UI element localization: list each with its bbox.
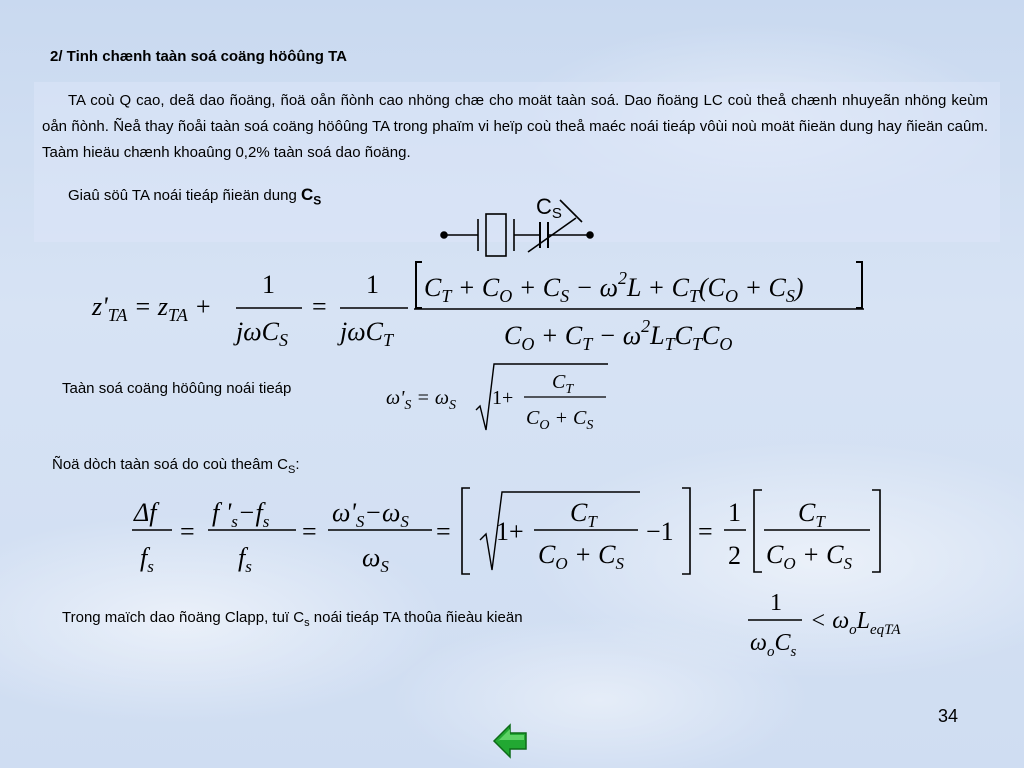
svg-text:=: = xyxy=(302,517,317,546)
page-number: 34 xyxy=(938,706,959,726)
svg-text:=: = xyxy=(312,292,327,321)
svg-text:1: 1 xyxy=(366,270,379,299)
intro-paragraph: TA coù Q cao, deã dao ñoäng, ñoä oån ñònh cao nhöng chæ cho moät taàn soá. Dao ñoäng LC coù theå chænh nhuyeãn nhöng keùm oån ñònh. Ñeå thay ñoåi taàn soá coäng höôûng TA trong phaïm vi heïp coù theå maéc noái tieáp vôùi noù moät ñieän dung hay ñieän caûm. Taàm hieäu chænh khoaûng 0,2% taàn soá dao ñoäng. xyxy=(42,92,988,161)
svg-text:1+: 1+ xyxy=(496,517,524,546)
equation-series-frequency xyxy=(386,364,608,433)
svg-text:CO + CS: $C_O + C_S$ xyxy=(766,540,853,573)
svg-text:ω'S = ωS: $\omega'_S = \omega_S$ xyxy=(386,387,457,413)
svg-text:CT: $C_T$ xyxy=(552,371,574,397)
svg-text:ω'S−ωS: $\omega'_S-\omega_S$ xyxy=(332,498,409,531)
svg-text:CT: $C_T$ xyxy=(570,498,597,531)
svg-text:=: = xyxy=(436,517,451,546)
back-button[interactable] xyxy=(492,722,528,758)
svg-text:1: 1 xyxy=(262,270,275,299)
svg-text:ωoCs: $\omega_oC_s$ xyxy=(750,630,797,660)
svg-text:CO + CS: $C_O + C_S$ xyxy=(538,540,625,573)
svg-text:CO + CT − ω2LTCTCO: $C_O + C_T - \omega^2L_TC_TC_O$ xyxy=(504,316,733,354)
resonant-frequency-text: Taàn soá coäng höôûng noái tieáp xyxy=(62,380,292,397)
svg-text:< ωoLeqTA: < $\omega_oL_{eqTA}$ xyxy=(810,608,901,638)
svg-text:−1: −1 xyxy=(646,517,674,546)
svg-text:z'TA = zTA +: $z'_{TA} = z_{TA}$ + xyxy=(92,292,212,325)
svg-text:CO + CS: $C_O + C_S$ xyxy=(526,407,594,433)
svg-text:fs: $f_s$ xyxy=(140,543,154,576)
svg-text:jωCT: jωC$_T$ xyxy=(340,317,393,350)
equation-clapp-condition xyxy=(748,590,901,660)
clapp-condition-text: Trong maïch dao ñoäng Clapp, tuï $C_s$ noái tieáp TA thoûa ñieàu kieän xyxy=(62,609,523,629)
svg-text:=: = xyxy=(698,517,713,546)
svg-text:f 's−fs: f '$_s-f_s$ xyxy=(212,498,270,531)
slide-heading: 2/ Tinh chænh taàn soá coäng höôûng TA xyxy=(50,48,347,65)
series-symbol: $C_S$ xyxy=(300,185,322,208)
svg-text:2: 2 xyxy=(728,541,741,570)
series-text: Giaû söû TA noái tieáp ñieän dung xyxy=(68,187,297,204)
svg-text:Δf: Δf xyxy=(134,498,157,527)
svg-text:1: 1 xyxy=(728,498,741,527)
svg-text:CT: $C_T$ xyxy=(798,498,825,531)
svg-text:1+: 1+ xyxy=(492,387,514,409)
terminal-right xyxy=(587,232,593,238)
svg-text:fs: $f_s$ xyxy=(238,543,252,576)
frequency-shift-text: Ñoä dòch taàn soá do coù theâm $C_S$: xyxy=(52,456,300,476)
equation-impedance xyxy=(91,262,864,354)
svg-text:CT + CO + CS − ω2L + CT(CO + C: $C_T + C_O + C_S - \omega^2L + C_T(C_O + C_S)$ xyxy=(424,268,804,306)
svg-text:1: 1 xyxy=(770,590,782,616)
circuit-diagram xyxy=(441,200,593,256)
svg-text:=: = xyxy=(180,517,195,546)
svg-text:jωCS: jωC$_S$ xyxy=(236,317,288,350)
svg-text:ωS: $\omega_S$ xyxy=(362,543,389,576)
equation-frequency-shift xyxy=(132,488,880,576)
circuit-cs-label: CS xyxy=(536,194,562,222)
